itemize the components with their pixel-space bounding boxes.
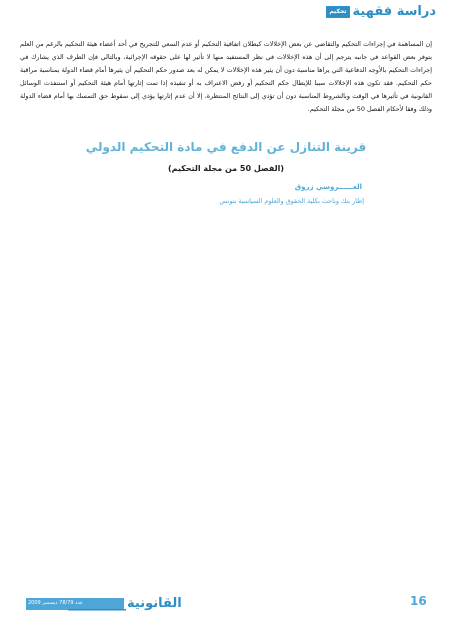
page-number: 16 — [410, 594, 427, 608]
author-affiliation: إطار بنك وباحث بكلية الحقوق والعلوم السياسية بتونس — [219, 197, 364, 205]
magazine-logo — [66, 591, 182, 613]
magazine-logo-icon — [66, 591, 182, 613]
footer-issue-text: عدد 78/79 ديسمبر 2009 — [28, 600, 84, 606]
author-name-text: العــــــروسي زروق — [294, 183, 362, 191]
body-paragraph: إن المساهمة في إجراءات التحكيم والتقاضي عن بعض الإخلالات كبطلان اتفاقية التحكيم أو عدم السعي للتجريح في أحد أعضاء هيئة التحكيم بالرغم من العلم بتوفر بعض القواعد في جانبه يترجم إلى أن هذه الإخلالات في نظر المستفيد منها لا تأثير لها على حقوقه الإجرائية، وبالتالي فإن الطرف الذي يشارك في إجراءات التحكيم بالأوجه الدفاعية التي يراها مناسبة دون أن يثير هذه الإخلالات لا يمكن له بعد صدور حكم التحكيم أن يثيرها أمام قضاء الدولة بمناسبة مراقبة حكم التحكيم. فقد تكون هذه الإخلالات سببا للإبطال حكم التحكيم أو رفض الاعتراف به أو تنفيذه إذا تمت إثارتها أمام هيئة التحكيم أو استنفذت الوسائل القانونية في تأثيرها في الوقت وبالشروط المناسبة دون أن تؤدي إلى النتائج المنتظرة، إلا أن عدم إثارتها يؤدي إلى سقوط حق التمسك بها أمام قضاء الدولة وذلك وفقا لأحكام الفصل 50 من مجلة التحكيم. — [20, 40, 432, 113]
section-header — [326, 4, 436, 19]
article-subtitle: (الفصل 50 من مجلة التحكيم) — [167, 164, 285, 173]
author-name — [295, 183, 362, 191]
article-title: قرينة التنازل عن الدفع في مادة التحكيم الدولي — [85, 140, 367, 154]
section-title: دراسة فقهية — [352, 4, 436, 19]
section-tag-badge: تحكيم — [326, 6, 349, 18]
logo-wordmark: القانونية — [127, 596, 182, 611]
